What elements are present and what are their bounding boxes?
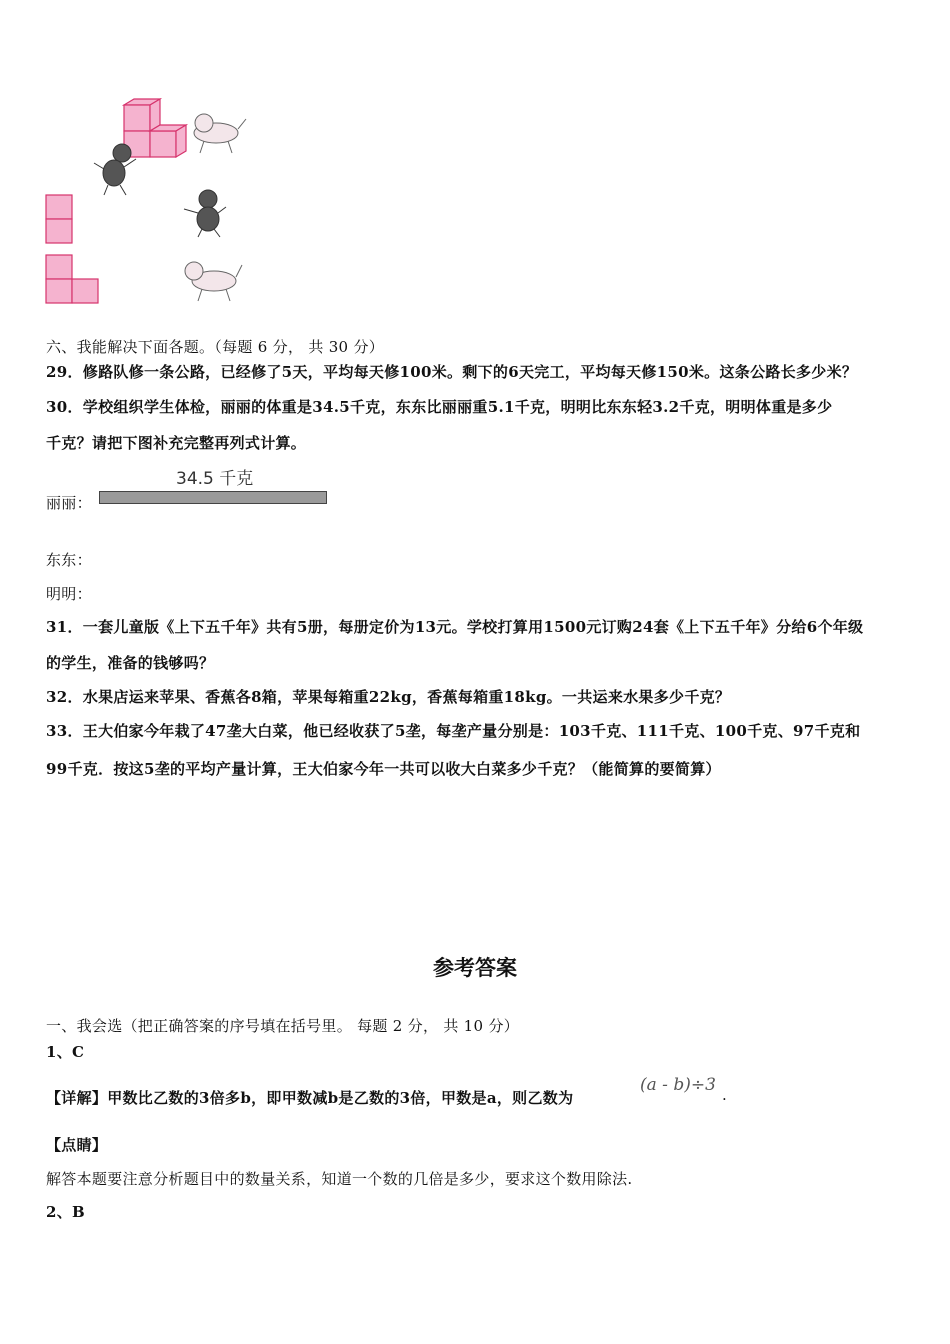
section6-heading: 六、我能解决下面各题。（每题 6 分， 共 30 分）	[46, 338, 385, 356]
view-front-squares	[46, 195, 72, 243]
cube-stack-figure	[44, 95, 254, 310]
dog-figure-2	[185, 262, 242, 301]
question-31-line2: 的学生，准备的钱够吗？	[46, 654, 215, 672]
detail-line	[46, 1087, 573, 1108]
question-29: 29．修路队修一条公路，已经修了5天，平均每天修100米。剩下的6天完工，平均每天修150米。这条公路长多少米？	[46, 363, 858, 381]
dog-figure	[194, 114, 246, 153]
question-33-line1: 33．王大伯家今年栽了47垄大白菜，他已经收获了5垄，每垄产量分别是：103千克、111千克、100千克、97千克和	[46, 722, 861, 740]
question-32: 32．水果店运来苹果、香蕉各8箱，苹果每箱重22kg，香蕉每箱重18kg。一共运来水果多少千克？	[46, 688, 731, 706]
question-30-line2: 千克？请把下图补充完整再列式计算。	[46, 434, 307, 452]
cube-structure-3d	[124, 99, 186, 157]
detail-formula-end: .	[722, 1086, 727, 1104]
bar-label: 34.5 千克	[176, 469, 254, 489]
tip-label: 【点睛】	[46, 1136, 108, 1154]
question-30-line1: 30．学校组织学生体检，丽丽的体重是34.5千克，东东比丽丽重5.1千克，明明比东东轻3.2千克，明明体重是多少	[46, 398, 833, 416]
answer-1: 1、C	[46, 1043, 85, 1061]
dongdong-label: 东东：	[46, 551, 92, 569]
answer-2: 2、B	[46, 1203, 86, 1221]
mingming-label: 明明：	[46, 585, 92, 603]
lili-bar	[99, 491, 327, 504]
tip-text: 解答本题要注意分析题目中的数量关系，知道一个数的几倍是多少，要求这个数用除法.	[46, 1170, 633, 1188]
question-31-line1: 31．一套儿童版《上下五千年》共有5册，每册定价为13元。学校打算用1500元订购24套《上下五千年》分给6个年级	[46, 618, 864, 636]
detail-label: 【详解】	[46, 1089, 108, 1107]
lili-label: 丽丽：	[46, 494, 92, 512]
question-33-line2: 99千克．按这5垄的平均产量计算，王大伯家今年一共可以收大白菜多少千克？（能简算的要简算）	[46, 760, 721, 778]
answers-title: 参考答案	[433, 956, 517, 980]
detail-formula: (a - b)÷3	[640, 1075, 716, 1095]
view-side-squares	[46, 255, 98, 303]
monkey-figure-2	[184, 190, 226, 237]
detail-text: 甲数比乙数的3倍多b，即甲数减b是乙数的3倍，甲数是a，则乙数为	[107, 1089, 574, 1107]
answers-section1-heading: 一、我会选（把正确答案的序号填在括号里。 每题 2 分， 共 10 分）	[46, 1017, 520, 1035]
monkey-figure	[94, 144, 136, 195]
